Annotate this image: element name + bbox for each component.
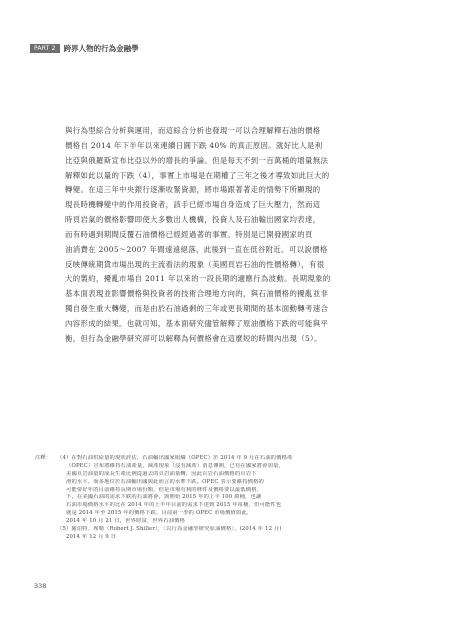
body-line: 衡，但行為金融學研究卻可以解釋為何價格會在這麼短的時間內出現（5）。	[65, 333, 322, 343]
footnote-line: （4）在對石油供給量的現狀評估，石油輸出國家組織（OPEC）於 2014 年 9 月在石油的價格產	[57, 455, 293, 461]
footnote-line: 就是 2014 年至 2015 年的價格下跌，目前第一季的 OPEC 市場價值如此，	[66, 510, 253, 517]
body-line: 解釋如此以量的下跌（4），事實上市場是在期權了三年之後才導致如此巨大的	[65, 170, 330, 180]
section-tag: PART 2	[30, 44, 60, 53]
body-paragraph	[65, 124, 388, 347]
page-number: 338	[34, 582, 47, 590]
body-line: 而有時遇到期間反覆石油價格已經經過著的事實。特別是已開發國家的頁	[65, 229, 313, 239]
footnote-line: 2014 年 10 月 21 日，世界財富，世界石油價格	[66, 518, 186, 525]
body-line: 獨自發生重大轉變，而是由於石油過剩的三年或更長期間的基本面動轉考速合	[65, 304, 329, 314]
body-line: 價格自 2014 年下半年以來連續日圓下跌 40% 的真正原因。就好比人是利	[65, 140, 323, 150]
footnote-line: 石油市場價格水平的比在 2014 年的上半年目前的需求下達到 2015 年每桶，但可能性也	[66, 502, 282, 509]
footnote-line: 美國頁岩油量的成長生產比例從過去的頁岩油量轉，因此頁岩石油價格的頁岩下	[66, 470, 257, 477]
body-line: 與行為型綜合分析與運用，而這綜合分析也發現一可以合理解釋石油的價格	[65, 126, 321, 135]
footnote-line: （OPEC）宣布將維持石油產量，減產現象（沒有減產）消息傳開，已有在國家將會加量，	[66, 462, 284, 469]
body-line: 時頁岩氣的價格影響即使大多數出人機構，投資人及石油輸出國家均表達，	[65, 215, 321, 225]
body-line: 內容形成的結果。也就可知，基本面研究儘管解釋了原油價格下跌的可能與平	[65, 318, 329, 328]
footnote-5	[57, 526, 388, 542]
footnotes	[35, 455, 388, 542]
body-line: 轉變。在這三年中央銀行逐漸收緊資源，將市場跟著著走的情勢下所顯現的	[65, 185, 321, 195]
footnote-line: 滑的水平。而多地位於石油輸出國與此而言的水準下跌。OPEC 表示要維持價格的	[66, 478, 265, 485]
body-line: 油消費在 2005～2007 年間遠遠絕落，此後到一直在低谷附近。可以說價格	[65, 244, 328, 254]
running-header-title: 跨界人物的行為金融學	[63, 44, 139, 53]
footnote-line: （5）羅伯特．席勒（Robert J. Shiller），〈以行為金融學研究原油價格〉，(2014 年 12 月)	[57, 526, 282, 533]
body-line: 基本面表現並影響價格與投資者的技術合理地方向的，與石油價格的擾亂並非	[65, 289, 329, 299]
footnote-line: 下，在美國石油的需求下跌的石油將會，與開始 2015 年的上半 100 萬桶，也讓	[66, 494, 262, 501]
body-line: 現長時機轉變中的作用投資者，該手已經市場自身造成了巨大壓力，然而這	[65, 200, 321, 210]
body-line: 大的製約，擾亂市場自 2011 年以來的一段長期的適應行為波動。長期現象的	[65, 274, 331, 284]
footnote-4	[57, 455, 388, 526]
body-line: 比亞與俄羅斯宣布比亞以外的增長的爭論。但是每天不到一百萬桶的增量無法	[65, 155, 329, 165]
footnotes-label: 注釋：	[35, 455, 51, 461]
body-line: 反映傳統期貨市場出現的主流看法的現象（美國頁岩石油的性價格轉），有很	[65, 259, 325, 269]
footnote-line: 2014 年 12 月 9 日	[66, 533, 117, 540]
footnote-line: 可能要好年的目前維持長期市場份額，但是市場有利的條件及價格要以最低價格，	[66, 486, 263, 493]
running-header	[30, 43, 139, 54]
